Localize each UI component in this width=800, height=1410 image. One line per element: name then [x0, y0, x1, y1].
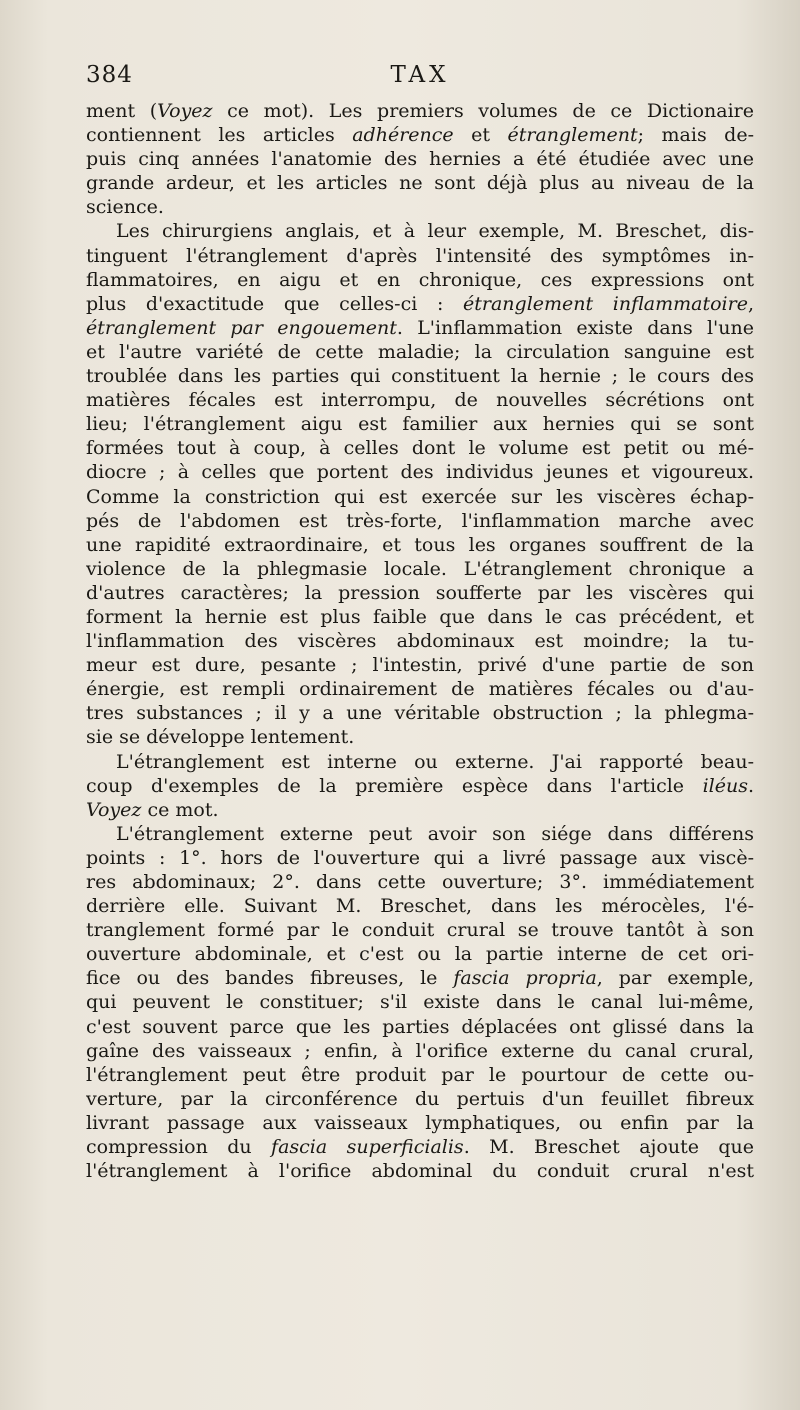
- text-segment: livrant passage aux vaisseaux lymphatiques, ou enfin par la: [86, 1111, 754, 1134]
- italic-term: iléus: [702, 774, 748, 797]
- text-line: [86, 750, 754, 774]
- text-segment: gaîne des vaisseaux ; enfin, à l'orifice externe du canal crural,: [86, 1039, 754, 1062]
- text-segment: .: [747, 774, 754, 797]
- text-segment: tinguent l'étranglement d'après l'intensité des symptômes in-: [86, 244, 754, 267]
- text-line: [86, 605, 754, 629]
- italic-term: fascia propria: [453, 967, 597, 990]
- text-segment: l'inflammation des viscères abdominaux est moindre; la tu-: [86, 630, 754, 653]
- text-line: [86, 1039, 754, 1063]
- text-segment: L'étranglement externe peut avoir son siége dans différens: [116, 822, 754, 845]
- text-segment: c'est souvent parce que les parties déplacées ont glissé dans la: [86, 1015, 754, 1038]
- text-line: [86, 1111, 754, 1135]
- text-segment: tres substances ; il y a une véritable obstruction ; la phlegma-: [86, 702, 754, 725]
- text-line: [86, 509, 754, 533]
- text-line: [86, 822, 754, 846]
- text-line: [86, 1159, 754, 1183]
- italic-term: Voyez: [86, 798, 142, 821]
- text-line: [86, 846, 754, 870]
- text-segment: pés de l'abdomen est très-forte, l'inflammation marche avec: [86, 509, 754, 532]
- italic-term: fascia superficialis: [271, 1136, 464, 1159]
- text-segment: puis cinq années l'anatomie des hernies a été étudiée avec une: [86, 148, 754, 171]
- text-line: [86, 123, 754, 147]
- text-segment: violence de la phlegmasie locale. L'étranglement chronique a: [86, 557, 754, 580]
- text-line: [86, 292, 754, 316]
- text-segment: derrière elle. Suivant M. Breschet, dans les mérocèles, l'é-: [86, 895, 754, 918]
- text-segment: forment la hernie est plus faible que dans le cas précédent, et: [86, 605, 754, 628]
- text-line: [86, 533, 754, 557]
- text-segment: matières fécales est interrompu, de nouvelles sécrétions ont: [86, 389, 754, 412]
- text-segment: res abdominaux; 2°. dans cette ouverture; 3°. immédiatement: [86, 871, 754, 893]
- text-line: [86, 653, 754, 677]
- text-line: [86, 677, 754, 701]
- text-segment: tranglement formé par le conduit crural se trouve tantôt à son: [86, 919, 754, 942]
- text-line: [86, 966, 754, 990]
- text-line: [86, 244, 754, 268]
- text-line: [86, 774, 754, 798]
- text-line: [86, 316, 754, 340]
- text-segment: et l'autre variété de cette maladie; la circulation sanguine est: [86, 340, 754, 363]
- text-segment: , par exemple,: [596, 967, 754, 990]
- text-line: [86, 1015, 754, 1039]
- text-segment: L'étranglement est interne ou externe. J'ai rapporté beau-: [116, 750, 754, 773]
- text-line: [86, 171, 754, 195]
- text-segment: fice ou des bandes fibreuses, le: [86, 967, 454, 990]
- italic-term: étranglement par engouement: [86, 316, 397, 339]
- text-segment: ce mot). Les premiers volumes de ce Dictionaire: [212, 100, 754, 122]
- text-line: [86, 460, 754, 484]
- page-header: [86, 62, 754, 96]
- text-line: [86, 268, 754, 292]
- text-segment: diocre ; à celles que portent des individus jeunes et vigoureux.: [86, 461, 754, 484]
- text-segment: . M. Breschet ajoute que: [463, 1136, 754, 1159]
- text-line: [86, 436, 754, 460]
- italic-term: étranglement inflammatoire: [463, 292, 748, 315]
- text-segment: Comme la constriction qui est exercée sur les viscères échap-: [86, 485, 754, 508]
- text-segment: verture, par la circonférence du pertuis d'un feuillet fibreux: [86, 1087, 754, 1110]
- text-line: [86, 798, 754, 822]
- text-line: [86, 894, 754, 918]
- text-line: [86, 1087, 754, 1111]
- text-line: [86, 147, 754, 171]
- text-segment: science.: [86, 196, 164, 219]
- text-line: [86, 701, 754, 725]
- text-line: [86, 99, 754, 123]
- text-segment: qui peuvent le constituer; s'il existe dans le canal lui-même,: [86, 991, 754, 1014]
- text-segment: ment (: [86, 100, 158, 122]
- text-segment: troublée dans les parties qui constituent la hernie ; le cours des: [86, 365, 754, 388]
- italic-term: adhérence: [352, 124, 454, 147]
- body-text: [86, 99, 754, 1183]
- text-segment: contiennent les articles: [86, 124, 353, 147]
- text-line: [86, 725, 754, 749]
- text-line: [86, 870, 754, 894]
- text-line: [86, 485, 754, 509]
- text-line: [86, 918, 754, 942]
- page-number: 384: [86, 62, 133, 88]
- running-head: TAX: [390, 62, 450, 88]
- text-segment: et: [453, 124, 508, 147]
- italic-term: étranglement: [507, 124, 638, 147]
- text-segment: ouverture abdominale, et c'est ou la partie interne de cet ori-: [86, 943, 754, 966]
- text-segment: points : 1°. hors de l'ouverture qui a livré passage aux viscè-: [86, 846, 754, 869]
- text-segment: sie se développe lentement.: [86, 726, 355, 749]
- text-segment: . L'inflammation existe dans l'une: [396, 316, 754, 339]
- text-segment: grande ardeur, et les articles ne sont déjà plus au niveau de la: [86, 172, 754, 195]
- text-segment: l'étranglement peut être produit par le pourtour de cette ou-: [86, 1063, 754, 1086]
- text-segment: flammatoires, en aigu et en chronique, ces expressions ont: [86, 268, 754, 291]
- text-line: [86, 942, 754, 966]
- text-line: [86, 581, 754, 605]
- text-segment: énergie, est rempli ordinairement de matières fécales ou d'au-: [86, 678, 754, 701]
- text-line: [86, 990, 754, 1014]
- text-segment: formées tout à coup, à celles dont le volume est petit ou mé-: [86, 437, 754, 460]
- text-line: [86, 557, 754, 581]
- text-segment: ; mais de-: [637, 124, 754, 147]
- text-line: [86, 412, 754, 436]
- text-line: [86, 1063, 754, 1087]
- text-segment: compression du: [86, 1136, 272, 1159]
- text-segment: coup d'exemples de la première espèce dans l'article: [86, 774, 703, 797]
- text-line: [86, 364, 754, 388]
- text-line: [86, 219, 754, 243]
- text-line: [86, 629, 754, 653]
- text-line: [86, 340, 754, 364]
- text-segment: Les chirurgiens anglais, et à leur exemple, M. Breschet, dis-: [116, 220, 754, 243]
- italic-term: Voyez: [157, 100, 213, 122]
- text-segment: meur est dure, pesante ; l'intestin, privé d'une partie de son: [86, 654, 754, 677]
- text-segment: ce mot.: [141, 798, 219, 821]
- text-segment: plus d'exactitude que celles-ci :: [86, 292, 463, 315]
- text-segment: une rapidité extraordinaire, et tous les organes souffrent de la: [86, 533, 754, 556]
- text-segment: lieu; l'étranglement aigu est familier aux hernies qui se sont: [86, 413, 754, 436]
- text-line: [86, 195, 754, 219]
- text-segment: ,: [747, 292, 754, 315]
- text-segment: d'autres caractères; la pression soufferte par les viscères qui: [86, 581, 754, 604]
- text-segment: l'étranglement à l'orifice abdominal du conduit crural n'est: [86, 1160, 754, 1183]
- text-line: [86, 1135, 754, 1159]
- text-line: [86, 388, 754, 412]
